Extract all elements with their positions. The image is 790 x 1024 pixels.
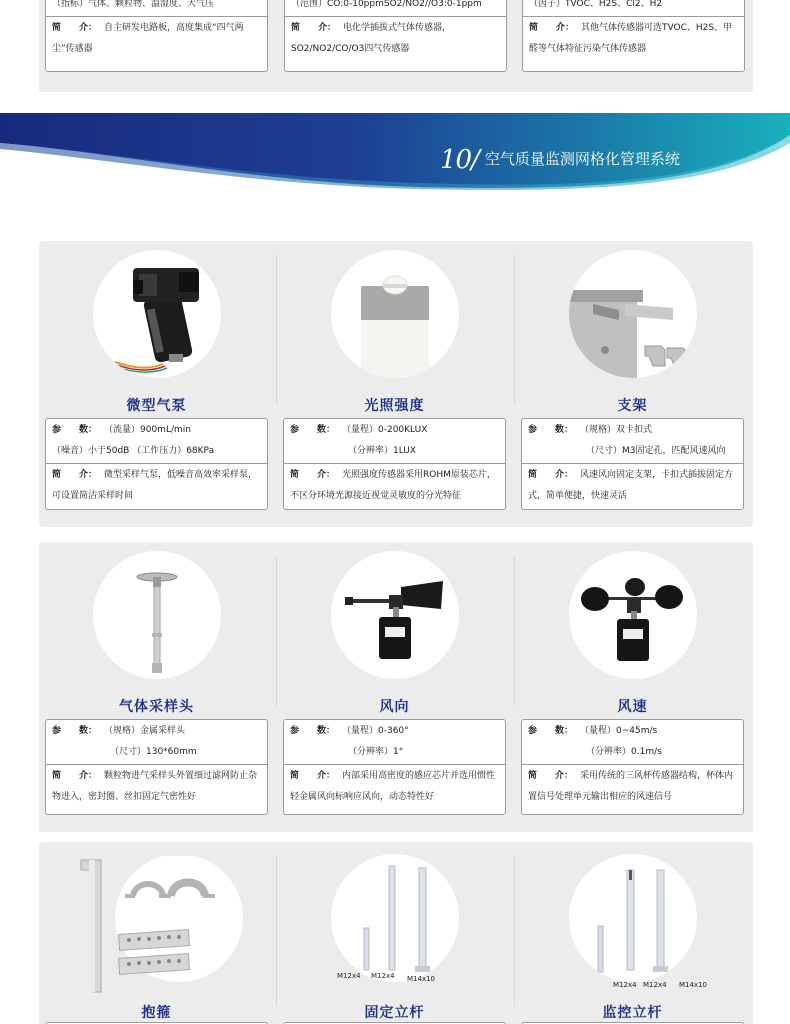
- sampling-head-image: [93, 551, 221, 679]
- product-card-micro-pump: [39, 241, 262, 527]
- param-value: （量程）0~45m/s: [580, 726, 658, 736]
- product-title: 监控立杆: [602, 1005, 663, 1021]
- param-label: 参 数：: [52, 425, 98, 435]
- spec-box: [45, 719, 268, 815]
- product-card-hoop-clamp: [39, 842, 262, 1024]
- product-title: 风向: [379, 699, 410, 715]
- spec-params: [284, 419, 505, 463]
- spec-intro: [46, 16, 267, 61]
- intro-label: 简 介：: [290, 771, 336, 781]
- top-spec-panel: [39, 0, 753, 92]
- spec-params: [522, 419, 743, 463]
- intro-text: 风速风向固定支架，卡扣式插拔固定方式，简单便捷，快速灵活: [528, 470, 734, 501]
- spec-param-line: （指标）气体、颗粒物、温湿度、大气压: [52, 0, 215, 9]
- spec-box-sensor-board: [45, 0, 268, 72]
- spec-param-line: （范围）CO:0-10ppmSO2/NO2//O3:0-1ppm: [291, 0, 482, 9]
- spec-intro: [46, 764, 267, 809]
- fixed-pole-image: [331, 854, 459, 982]
- product-title: 抱箍: [141, 1005, 172, 1021]
- spec-params: [522, 720, 743, 764]
- param-value: （规格）金属采样头: [104, 726, 186, 736]
- hoop-clamp-image: [75, 856, 259, 994]
- param-label: 参 数：: [290, 425, 336, 435]
- intro-text: 光照强度传感器采用ROHM原装芯片，不区分环境光源接近视觉灵敏度的分光特征: [290, 470, 496, 501]
- spec-box: [521, 418, 744, 510]
- spec-intro: [523, 16, 744, 61]
- param-value: （量程）0-200KLUX: [342, 425, 428, 435]
- param-value: （分辨率）1°: [348, 747, 404, 757]
- intro-text: 微型采样气泵，低噪音高效率采样泵，可设置简洁采样时间: [52, 470, 258, 501]
- product-title: 光照强度: [364, 398, 425, 414]
- intro-text: 电化学插拔式气体传感器，SO2/NO2/CO/O3四气传感器: [291, 23, 452, 54]
- spec-box: [521, 719, 744, 815]
- product-card-wind-speed: [515, 542, 738, 832]
- intro-label: 简 介：: [528, 771, 574, 781]
- product-title: 气体采样头: [119, 699, 194, 715]
- monitoring-pole-image: [569, 854, 697, 982]
- param-value: （噪音）小于50dB （工作压力）68KPa: [52, 446, 215, 456]
- param-value: （尺寸）M3固定孔，匹配风速风向: [586, 446, 726, 456]
- product-panel-row3: [39, 842, 753, 1024]
- spec-params: [46, 720, 267, 764]
- spec-params: [284, 720, 505, 764]
- product-title: 微型气泵: [126, 398, 187, 414]
- pole-size-label: M12x4: [337, 972, 361, 980]
- intro-text: 自主研发电路板，高度集成“四气两尘”传感器: [52, 23, 244, 54]
- bracket-image: [569, 250, 697, 378]
- intro-label: 简 介：: [52, 23, 98, 33]
- intro-text: 颗粒物进气采样头外置细过滤网防止杂物进入，密封圈、丝扣固定气密性好: [52, 771, 258, 802]
- param-value: （尺寸）130*60mm: [110, 747, 197, 757]
- product-card-monitoring-pole: [515, 842, 738, 1024]
- product-title: 风速: [617, 699, 648, 715]
- product-panel-row2: [39, 542, 753, 832]
- intro-label: 简 介：: [528, 470, 574, 480]
- param-value: （量程）0-360°: [342, 726, 409, 736]
- product-card-fixed-pole: [277, 842, 500, 1024]
- param-value: （规格）双卡扣式: [580, 425, 653, 435]
- param-label: 参 数：: [528, 726, 574, 736]
- spec-box: [45, 418, 268, 510]
- micro-pump-image: [93, 250, 221, 378]
- banner-title: 空气质量监测网格化管理系统: [484, 150, 680, 168]
- param-value: （流量）900mL/min: [104, 425, 191, 435]
- intro-label: 简 介：: [529, 23, 575, 33]
- wind-vane-image: [331, 551, 459, 679]
- pole-size-label: M14x10: [679, 981, 707, 989]
- intro-text: 内部采用高密度的感应芯片并选用惯性轻金属风向标响应风向，动态特性好: [290, 771, 496, 802]
- spec-intro: [46, 463, 267, 508]
- spec-box: [283, 418, 506, 510]
- pole-size-label: M14x10: [407, 975, 435, 983]
- product-card-bracket: [515, 241, 738, 527]
- intro-text: 其他气体传感器可选TVOC、H2S、甲醛等气体特征污染气体传感器: [529, 23, 733, 54]
- pole-size-label: M12x4: [643, 981, 667, 989]
- spec-params: [46, 419, 267, 463]
- banner-number: 10/: [440, 145, 479, 175]
- intro-label: 简 介：: [290, 470, 336, 480]
- spec-box-electrochemical: [284, 0, 507, 72]
- anemometer-image: [569, 551, 697, 679]
- intro-text: 采用传统的三风杯传感器结构，杯体内置信号处理单元输出相应的风速信号: [528, 771, 734, 802]
- spec-param-line: （因子）TVOC、H2S、Cl2、H2: [529, 0, 663, 9]
- param-label: 参 数：: [52, 726, 98, 736]
- product-card-light-intensity: [277, 241, 500, 527]
- spec-box: [283, 719, 506, 815]
- intro-label: 简 介：: [291, 23, 337, 33]
- param-label: 参 数：: [528, 425, 574, 435]
- banner-heading: [440, 145, 680, 175]
- spec-intro: [522, 764, 743, 809]
- param-value: （分辨率）1LUX: [348, 446, 417, 456]
- light-sensor-image: [331, 250, 459, 378]
- product-card-wind-direction: [277, 542, 500, 832]
- param-label: 参 数：: [290, 726, 336, 736]
- product-card-gas-sampling-head: [39, 542, 262, 832]
- pole-size-label: M12x4: [613, 981, 637, 989]
- intro-label: 简 介：: [52, 470, 98, 480]
- spec-intro: [284, 764, 505, 809]
- spec-intro: [522, 463, 743, 508]
- spec-intro: [285, 16, 506, 61]
- spec-box-other-gas: [522, 0, 745, 72]
- param-value: （分辨率）0.1m/s: [586, 747, 662, 757]
- product-title: 固定立杆: [364, 1005, 425, 1021]
- spec-intro: [284, 463, 505, 508]
- pole-size-label: M12x4: [371, 972, 395, 980]
- intro-label: 简 介：: [52, 771, 98, 781]
- product-title: 支架: [617, 398, 648, 414]
- product-panel-row1: [39, 241, 753, 527]
